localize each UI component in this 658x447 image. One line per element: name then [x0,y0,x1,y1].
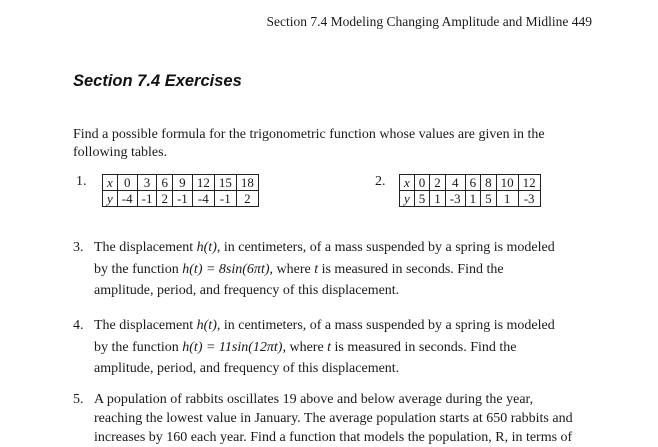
y-cell: -3 [445,191,465,207]
x-cell: 6 [465,175,481,191]
y-cell: 2 [236,191,258,207]
y-cell: -1 [172,191,192,207]
x-cell: 3 [137,175,157,191]
x-cell: 12 [518,175,540,191]
y-cell: 5 [481,191,497,207]
exercise-line: amplitude, period, and frequency of this displacement. [94,283,400,298]
y-cell: 1 [496,191,518,207]
x-label: x [103,175,118,191]
exercise-text [94,237,594,302]
y-cell: 1 [465,191,481,207]
exercise-line: The displacement h(t), in centimeters, of a mass suspended by a spring is modeled [94,240,555,255]
y-row [103,191,259,207]
y-cell: -4 [117,191,137,207]
y-cell: 1 [430,191,446,207]
x-cell: 8 [481,175,497,191]
x-cell: 12 [192,175,214,191]
y-cell: 2 [157,191,173,207]
x-cell: 10 [496,175,518,191]
exercise-number: 5. [73,392,84,407]
y-cell: -3 [518,191,540,207]
exercise-line: amplitude, period, and frequency of this displacement. [94,361,400,376]
x-cell: 9 [172,175,192,191]
formula: h(t) = 11sin(12πt) [182,339,283,355]
x-cell: 0 [117,175,137,191]
x-cell: 2 [430,175,446,191]
problem-number: 2. [375,174,386,189]
exercise-line: by the function h(t) = 8sin(6πt), where t is measured in seconds. Find the [94,261,504,277]
formula: h(t) = 8sin(6πt) [182,261,270,277]
y-cell: -1 [214,191,236,207]
x-cell: 15 [214,175,236,191]
values-table [399,174,541,207]
x-row [400,175,541,191]
exercise-number: 4. [73,318,84,333]
function-name: h(t) [196,240,217,255]
values-table [102,174,259,207]
variable: t [327,339,332,355]
y-row [400,191,541,207]
x-row [103,175,259,191]
x-label: x [400,175,415,191]
problem-number: 1. [76,174,87,189]
exercise-line: by the function h(t) = 11sin(12πt), where t is measured in seconds. Find the [94,339,517,355]
variable: t [314,261,319,277]
x-cell: 18 [236,175,258,191]
y-cell: -1 [137,191,157,207]
instructions: Find a possible formula for the trigonometric function whose values are given in the following tables. [73,127,545,160]
exercise-line: A population of rabbits oscillates 19 above and below average during the year, [94,392,534,407]
x-cell: 6 [157,175,173,191]
y-label: y [103,191,118,207]
x-cell: 0 [414,175,430,191]
exercise-text [94,390,594,447]
exercise-line: reaching the lowest value in January. The average population starts at 650 rabbits and [94,411,573,426]
y-label: y [400,191,415,207]
exercise-line: The displacement h(t), in centimeters, of a mass suspended by a spring is modeled [94,318,555,333]
running-header: Section 7.4 Modeling Changing Amplitude and Midline 449 [266,14,592,29]
exercise-number: 3. [73,240,84,255]
exercise-line: increases by 160 each year. Find a function that models the population, R, in terms of [94,430,573,445]
y-cell: -4 [192,191,214,207]
function-name: h(t) [196,318,217,333]
exercise-text [94,315,594,380]
section-title: Section 7.4 Exercises [73,72,242,90]
y-cell: 5 [414,191,430,207]
x-cell: 4 [445,175,465,191]
